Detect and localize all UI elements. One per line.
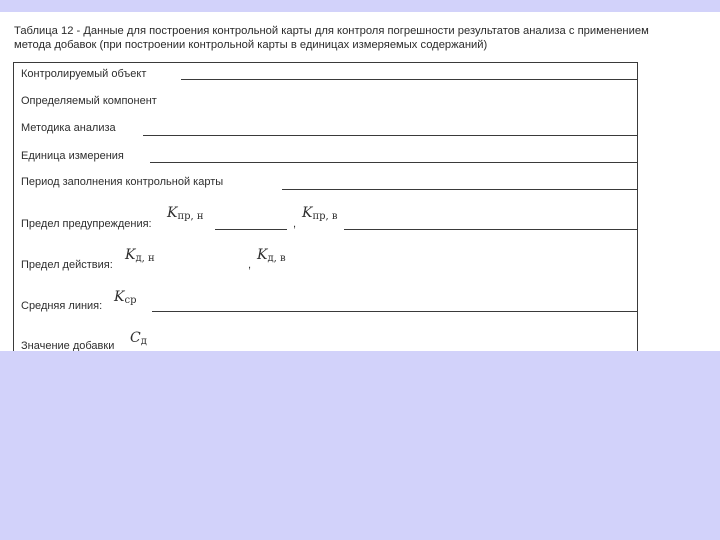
action-limit-label: Предел действия: (21, 259, 113, 271)
action-comma: , (248, 259, 252, 271)
mean-symbol: Kср (114, 289, 137, 306)
additive-symbol: Cд (130, 330, 147, 347)
unit-label: Единица измерения (21, 150, 124, 162)
warning-upper-symbol: Kпр, в (302, 205, 338, 222)
fill-period-label: Период заполнения контрольной карты (21, 176, 224, 188)
analysis-method-label: Методика анализа (21, 122, 116, 134)
warning-lower-line (215, 229, 287, 230)
document-image (0, 12, 720, 351)
warning-limit-label: Предел предупреждения: (21, 218, 152, 230)
action-lower-symbol: Kд, н (125, 247, 155, 264)
unit-line (150, 162, 637, 163)
additive-value-label: Значение добавки (21, 340, 115, 351)
warning-lower-symbol: Kпр, н (167, 205, 204, 222)
caption-line-1: Таблица 12 - Данные для построения контрольной карты для контроля погрешности результатов анализа с применением (14, 25, 649, 37)
table-caption (14, 24, 714, 52)
control-chart-form (13, 62, 638, 351)
controlled-object-label: Контролируемый объект (21, 68, 147, 80)
analysis-method-line (143, 135, 637, 136)
mean-line-rule (152, 311, 637, 312)
warning-comma: , (293, 218, 297, 230)
controlled-object-line (181, 79, 637, 80)
caption-line-2: метода добавок (при построении контрольной карты в единицах измеряемых содержаний) (14, 39, 488, 51)
fill-period-line (282, 189, 637, 190)
mean-line-label: Средняя линия: (21, 300, 103, 312)
slide-background-top (0, 0, 720, 12)
warning-upper-line (344, 229, 637, 230)
determined-component-label: Определяемый компонент (21, 95, 157, 107)
action-upper-symbol: Kд, в (257, 247, 286, 264)
